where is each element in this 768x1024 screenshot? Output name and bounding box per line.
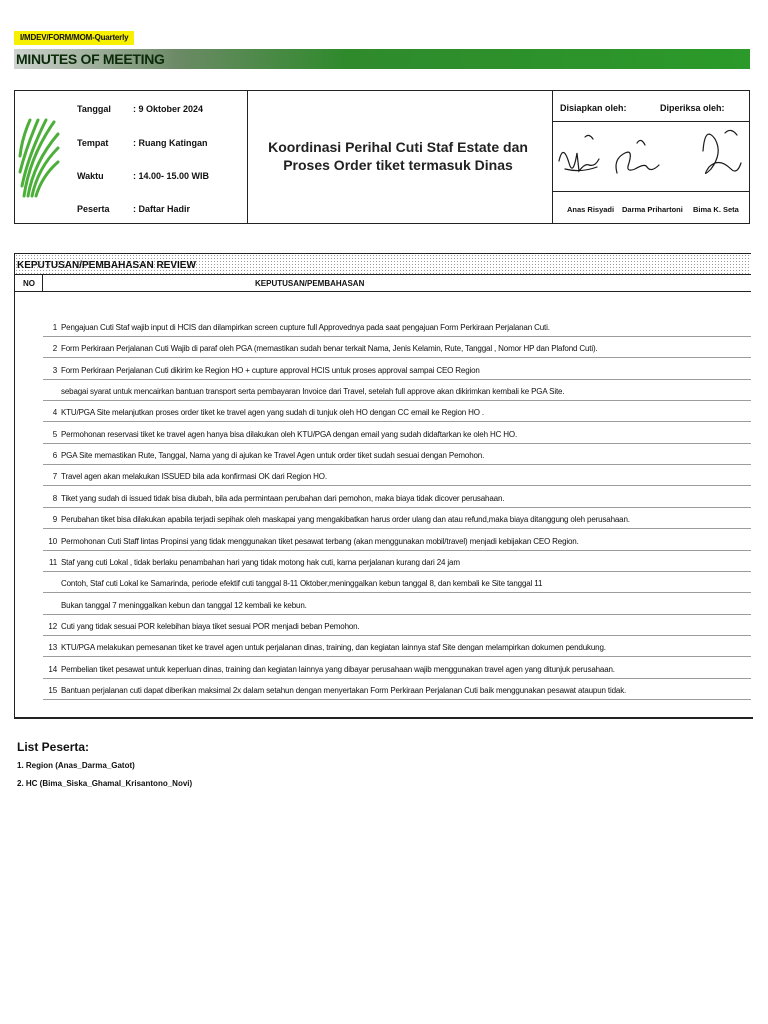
review-header xyxy=(15,253,751,275)
signature-name-1: Anas Risyadi xyxy=(567,205,615,214)
review-item-number: 5 xyxy=(52,429,57,439)
review-item-text: Staf yang cuti Lokal , tidak berlaku penambahan hari yang tidak motong hak cuti, karna perjalanan kurang dari 24 jam xyxy=(61,557,460,567)
review-item-number: 10 xyxy=(48,536,57,546)
review-row-rule xyxy=(43,635,751,636)
review-row-rule xyxy=(43,507,751,508)
review-item xyxy=(45,387,564,396)
review-item-text: KTU/PGA Site melanjutkan proses order tiket ke travel agen yang sudah di tunjuk oleh HO dengan CC email ke Region HO . xyxy=(61,408,484,418)
review-item xyxy=(45,537,579,546)
review-item-text: Permohonan reservasi tiket ke travel agen hanya bisa dilakukan oleh KTU/PGA dengan email yang sudah didaftarkan ke oleh HC HO. xyxy=(61,429,518,439)
review-row-rule xyxy=(43,550,751,551)
waktu-value: : 14.00- 15.00 WIB xyxy=(133,171,210,181)
review-item-text: Bukan tanggal 7 meninggalkan kebun dan tanggal 12 kembali ke kebun. xyxy=(61,600,307,610)
review-row-rule xyxy=(43,464,751,465)
signature-name-3: Bima K. Seta xyxy=(693,205,739,214)
review-item-text: Tiket yang sudah di issued tidak bisa diubah, bila ada permintaan perubahan dari pemohon, maka biaya tidak dicover perusahaan. xyxy=(61,493,505,503)
review-row-rule xyxy=(43,443,751,444)
review-item xyxy=(45,366,480,375)
review-item-text: Travel agen akan melakukan ISSUED bila ada konfirmasi OK dari Region HO. xyxy=(61,472,327,482)
review-row-rule xyxy=(43,485,751,486)
review-item-number: 12 xyxy=(48,621,57,631)
review-item xyxy=(45,472,327,481)
peserta-label: Peserta xyxy=(77,204,110,214)
review-item-text: Contoh, Staf cuti Lokal ke Samarinda, periode efektif cuti tanggal 8-11 Oktober,meninggalkan kebun tanggal 8, dan kembali ke Site tanggal 11 xyxy=(61,579,543,589)
review-item-number: 13 xyxy=(48,643,57,653)
review-item-number: 2 xyxy=(52,344,57,354)
title-bar xyxy=(14,49,750,69)
signature-top-rule xyxy=(553,121,749,122)
review-item-text: Form Perkiraan Perjalanan Cuti dikirim ke Region HO + cupture approval HCIS untuk proses approval sampai CEO Region xyxy=(61,365,480,375)
column-keputusan: KEPUTUSAN/PEMBAHASAN xyxy=(255,279,365,288)
review-row-rule xyxy=(43,528,751,529)
tanggal-label: Tanggal xyxy=(77,104,111,114)
review-item xyxy=(45,344,598,353)
meeting-title: Koordinasi Perihal Cuti Staf Estate dan Proses Order tiket termasuk Dinas xyxy=(268,139,528,173)
meeting-header xyxy=(14,90,750,224)
review-item-text: KTU/PGA melakukan pemesanan tiket ke travel agen untuk perjalanan dinas, training, dan kegiatan lainnya staf Site dengan melampirkan dokumen pendukung. xyxy=(61,643,606,653)
review-item xyxy=(45,408,484,417)
tanggal-value: : 9 Oktober 2024 xyxy=(133,104,204,114)
signature-name-2: Darma Prihartoni xyxy=(622,205,683,214)
checked-by-label: Diperiksa oleh: xyxy=(660,103,725,113)
review-item xyxy=(45,451,484,460)
participants-title: List Peserta: xyxy=(17,740,90,754)
review-item-text: Bantuan perjalanan cuti dapat diberikan maksimal 2x dalam setahun dengan menyertakan Form Perkiraan Perjalanan Cuti baik menggunakan pesawat ataupun tidak. xyxy=(61,685,627,695)
review-item-number: 3 xyxy=(52,365,57,375)
review-item xyxy=(45,579,542,588)
review-item xyxy=(45,558,460,567)
review-item-text: Pembelian tiket pesawat untuk keperluan dinas, training dan kegiatan lainnya yang dibayar perusahaan wajib menggunakan travel agen yang ditunjuk perusahaan. xyxy=(61,664,615,674)
column-no: NO xyxy=(23,279,35,288)
review-item xyxy=(45,323,550,332)
review-row-rule xyxy=(43,421,751,422)
review-item-number: 6 xyxy=(52,451,57,461)
review-item-number: 7 xyxy=(52,472,57,482)
review-item xyxy=(45,430,517,439)
tempat-value: : Ruang Katingan xyxy=(133,138,208,148)
review-item-number: 11 xyxy=(48,557,57,567)
review-section xyxy=(14,253,752,719)
review-item xyxy=(45,601,307,610)
prepared-by-label: Disiapkan oleh: xyxy=(560,103,627,113)
signature-bottom-rule xyxy=(553,191,749,192)
review-item xyxy=(45,665,615,674)
review-item-text: Cuti yang tidak sesuai POR kelebihan biaya tiket sesuai POR menjadi beban Pemohon. xyxy=(61,621,360,631)
review-row-rule xyxy=(43,656,751,657)
waktu-label: Waktu xyxy=(77,171,104,181)
tempat-label: Tempat xyxy=(77,138,109,148)
review-item-number: 14 xyxy=(48,664,57,674)
review-column-header xyxy=(15,275,751,292)
review-item-number: 15 xyxy=(48,685,57,695)
review-item-number: 8 xyxy=(52,493,57,503)
review-item-number: 1 xyxy=(52,323,57,332)
review-row-rule xyxy=(43,571,751,572)
review-row-rule xyxy=(43,400,751,401)
review-item xyxy=(45,622,360,631)
review-row-rule xyxy=(43,379,751,380)
signatures-drawing xyxy=(555,123,747,189)
palm-leaf-logo-icon xyxy=(18,116,60,200)
review-row-rule xyxy=(43,592,751,593)
review-item xyxy=(45,515,630,524)
review-item-text: Pengajuan Cuti Staf wajib input di HCIS dan dilampirkan screen cupture full Approvednya pada saat pengajuan Form Perkiraan Perjalanan Cuti. xyxy=(61,323,550,332)
peserta-value: : Daftar Hadir xyxy=(133,204,191,214)
review-bottom-rule xyxy=(15,717,753,719)
review-item-text: sebagai syarat untuk mencairkan bantuan transport serta pembayaran Invoice dari Travel, setelah full approve akan dikirimkan kembali ke PGA Site. xyxy=(61,387,565,397)
review-row-rule xyxy=(43,336,751,337)
document-title: MINUTES OF MEETING xyxy=(16,51,165,67)
review-item xyxy=(45,686,626,695)
review-row-rule xyxy=(43,357,751,358)
review-item-text: PGA Site memastikan Rute, Tanggal, Nama yang di ajukan ke Travel Agen untuk order tiket sudah sesuai dengan Pemohon. xyxy=(61,451,485,461)
review-item-text: Perubahan tiket bisa dilakukan apabila terjadi sepihak oleh maskapai yang mengakibatkan harus order ulang dan atau refund,maka biaya ditanggung oleh perusahaan. xyxy=(61,515,630,525)
participant-item-1: 1. Region (Anas_Darma_Gatot) xyxy=(17,761,135,770)
review-section-title: KEPUTUSAN/PEMBAHASAN REVIEW xyxy=(17,260,196,271)
review-item-number: 9 xyxy=(52,515,57,525)
review-item-number: 4 xyxy=(52,408,57,418)
review-item-text: Permohonan Cuti Staff lintas Propinsi yang tidak menggunakan tiket pesawat terbang (akan menggunakan mobil/travel) menjadi kebijakan CEO Region. xyxy=(61,536,579,546)
document-code: I/MDEV/FORM/MOM-Quarterly xyxy=(14,31,134,45)
review-row-rule xyxy=(43,699,751,700)
participant-item-2: 2. HC (Bima_Siska_Ghamal_Krisantono_Novi) xyxy=(17,779,193,788)
review-row-rule xyxy=(43,678,751,679)
review-item xyxy=(45,494,504,503)
review-item xyxy=(45,643,606,652)
header-divider-right xyxy=(552,91,553,223)
review-item-text: Form Perkiraan Perjalanan Cuti Wajib di paraf oleh PGA (memastikan sudah benar terkait Nama, Jenis Kelamin, Rute, Tanggal , Nomor HP dan Plafond Cuti). xyxy=(61,344,598,354)
column-divider xyxy=(42,275,43,291)
review-row-rule xyxy=(43,614,751,615)
